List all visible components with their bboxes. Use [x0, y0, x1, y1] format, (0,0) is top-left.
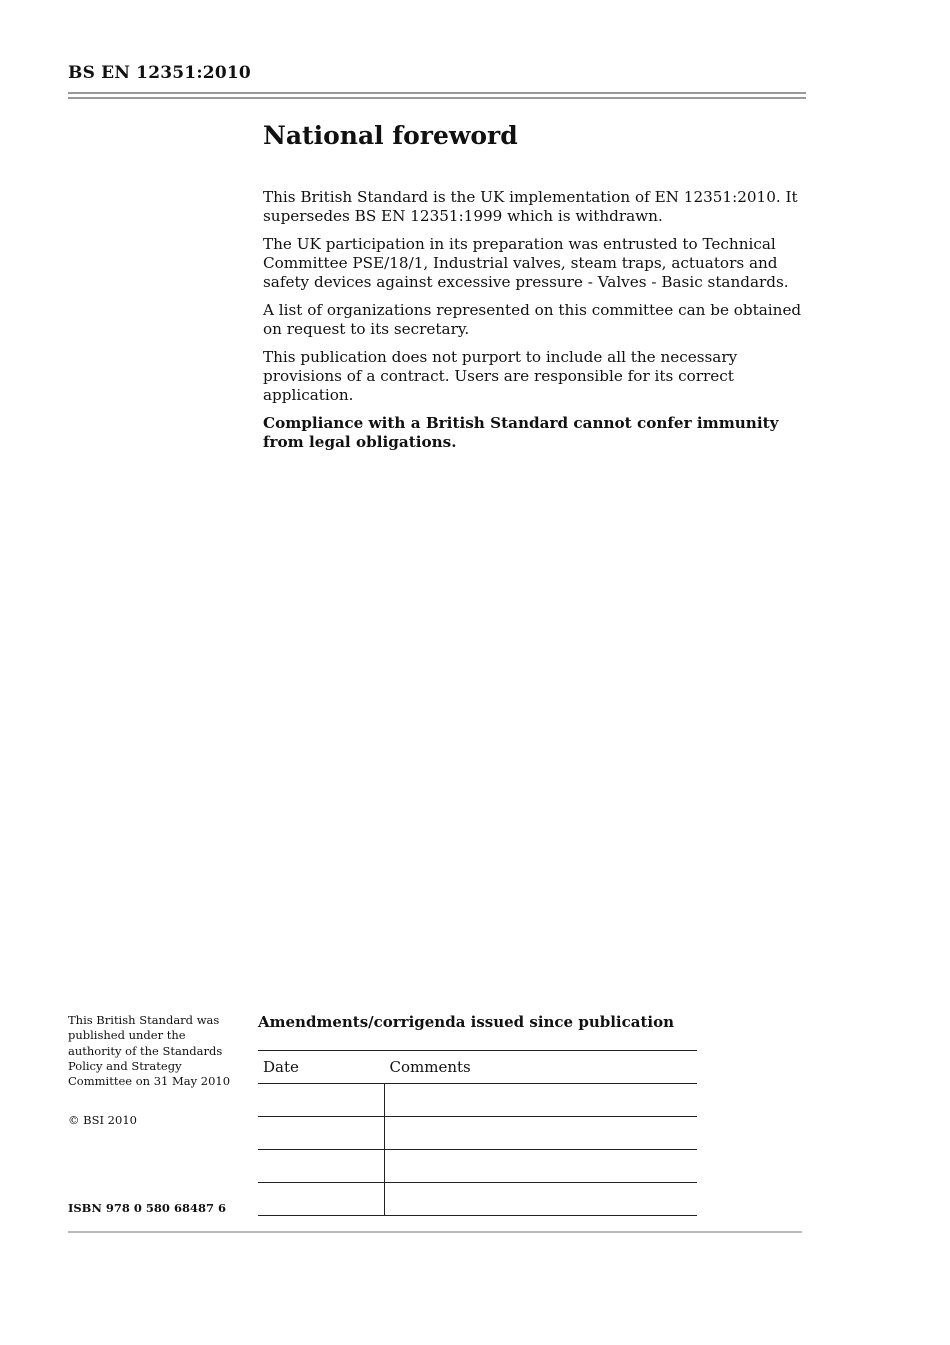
comments-cell: [385, 1183, 698, 1216]
date-cell: [258, 1183, 385, 1216]
isbn: ISBN 978 0 580 68487 6: [68, 1201, 226, 1215]
date-cell: [258, 1117, 385, 1150]
footer-rule: [68, 1231, 802, 1233]
comments-cell: [385, 1084, 698, 1117]
paragraph-provisions: This publication does not purport to include all the necessary provisions of a contract. Users are responsible for its correct application.: [263, 348, 738, 404]
compliance-notice: Compliance with a British Standard cannot confer immunity from legal obligations.: [263, 414, 779, 451]
paragraph-participation: The UK participation in its preparation was entrusted to Technical Committee PSE/18/1, Industrial valves, steam traps, actuators and safety devices against excessive pressure - Valves - Basic standards.: [263, 235, 789, 291]
date-cell: [258, 1150, 385, 1183]
table-row: [258, 1084, 697, 1117]
foreword-body: [263, 188, 803, 461]
publication-note: [68, 1013, 238, 1089]
header-rule-1: [68, 92, 806, 94]
publication-note-text: This British Standard was published under the authority of the Standards Policy and Strategy Committee on 31 May 2010: [68, 1013, 231, 1089]
amendments-title: Amendments/corrigenda issued since publication: [258, 1013, 674, 1031]
column-header-comments: Comments: [385, 1051, 698, 1084]
comments-cell: [385, 1117, 698, 1150]
page-title: National foreword: [263, 121, 518, 150]
table-row: [258, 1117, 697, 1150]
column-header-date: Date: [258, 1051, 385, 1084]
table-row: [258, 1150, 697, 1183]
copyright: © BSI 2010: [68, 1113, 137, 1127]
paragraph-organizations: A list of organizations represented on this committee can be obtained on request to its secretary.: [263, 301, 802, 338]
amendments-header-row: [258, 1051, 697, 1084]
header-rule-2: [68, 97, 806, 99]
comments-cell: [385, 1150, 698, 1183]
paragraph-implementation: This British Standard is the UK implementation of EN 12351:2010. It supersedes BS EN 12351:1999 which is withdrawn.: [263, 188, 798, 225]
table-row: [258, 1183, 697, 1216]
document-id: BS EN 12351:2010: [68, 63, 251, 83]
date-cell: [258, 1084, 385, 1117]
amendments-table: [258, 1050, 697, 1216]
